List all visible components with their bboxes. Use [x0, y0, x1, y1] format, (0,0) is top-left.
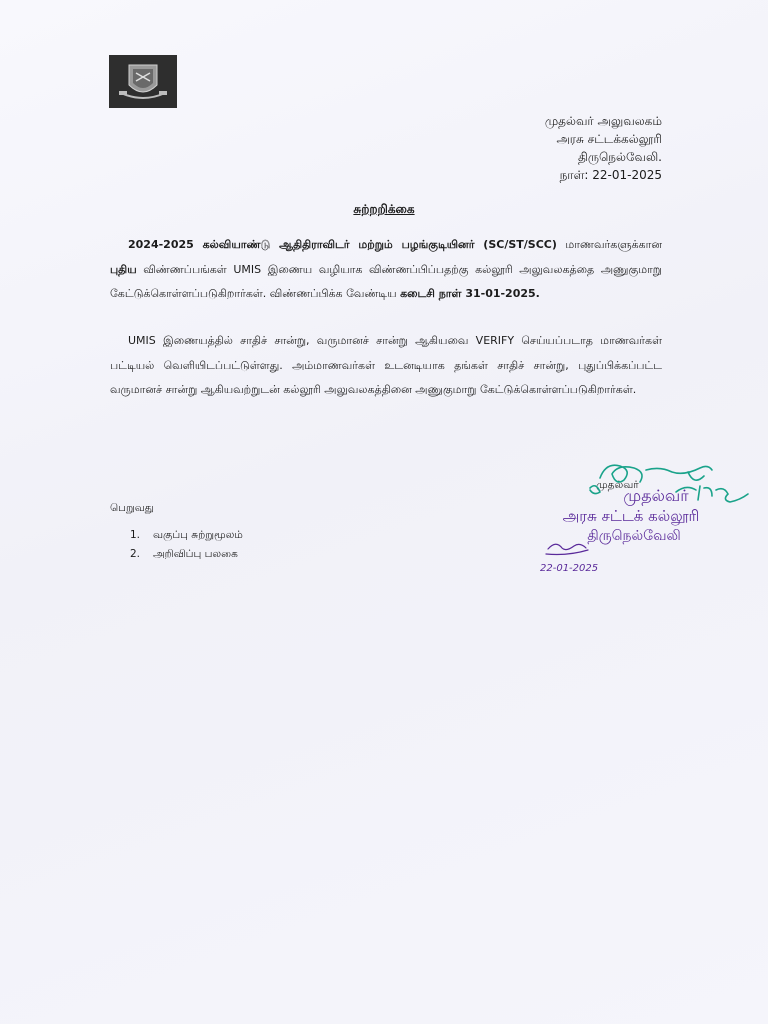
office-line-3: திருநெல்வேலி. [578, 150, 662, 164]
list-item-number: 1. [130, 529, 141, 541]
paragraph-1-text-a: மாணவர்களுக்கான [565, 238, 662, 251]
recipients-label: பெறுவது [110, 502, 154, 514]
signature-date: 22-01-2025 [540, 563, 599, 574]
paragraph-1-deadline: கடைசி நாள் 31-01-2025. [400, 287, 540, 300]
list-item-text: அறிவிப்பு பலகை [153, 548, 238, 560]
stamp-line-2: அரசு சட்டக் கல்லூரி [562, 507, 700, 525]
list-item-number: 2. [130, 548, 141, 560]
circular-title: சுற்றறிக்கை [353, 202, 415, 216]
stamp-line-1: முதல்வர் [623, 486, 689, 505]
office-line-1: முதல்வர் அலுவலகம் [544, 114, 662, 128]
paragraph-1-lead: 2024-2025 கல்வியாண்டு ஆதிதிராவிடர் மற்றும் பழங்குடியினர் (SC/ST/SCC) [128, 238, 557, 251]
list-item-text: வகுப்பு சுற்றுமூலம் [153, 529, 243, 541]
paragraph-2: UMIS இணையத்தில் சாதிச் சான்று, வருமானச் சான்று ஆகியவை VERIFY செய்யப்படாத மாணவர்கள் பட்டியல் வெளியிடப்பட்டுள்ளது. அம்மாணவர்கள் உடனடியாக தங்கள் சாதிச் சான்று, புதுப்பிக்கப்பட்ட வருமானச் சான்று ஆகியவற்றுடன் கல்லூரி அலுவலகத்தினை அணுகுமாறு கேட்டுக்கொள்ளப்படுகிறார்கள். [110, 334, 662, 396]
signer-title: முதல்வர் [596, 479, 639, 491]
stamp-line-3: திருநெல்வேலி [587, 528, 681, 544]
paragraph-1-text-b: விண்ணப்பங்கள் UMIS இணைய வழியாக விண்ணப்பிப்பதற்கு கல்லூரி அலுவலகத்தை அணுகுமாறு கேட்டுக்கொள்ளப்படுகிறார்கள். விண்ணப்பிக்க வேண்டிய [110, 262, 662, 300]
office-line-2: அரசு சட்டக்கல்லூரி [556, 132, 662, 146]
document-date: நாள்: 22-01-2025 [559, 168, 662, 182]
paragraph-1-bold-new: புதிய [110, 262, 137, 276]
